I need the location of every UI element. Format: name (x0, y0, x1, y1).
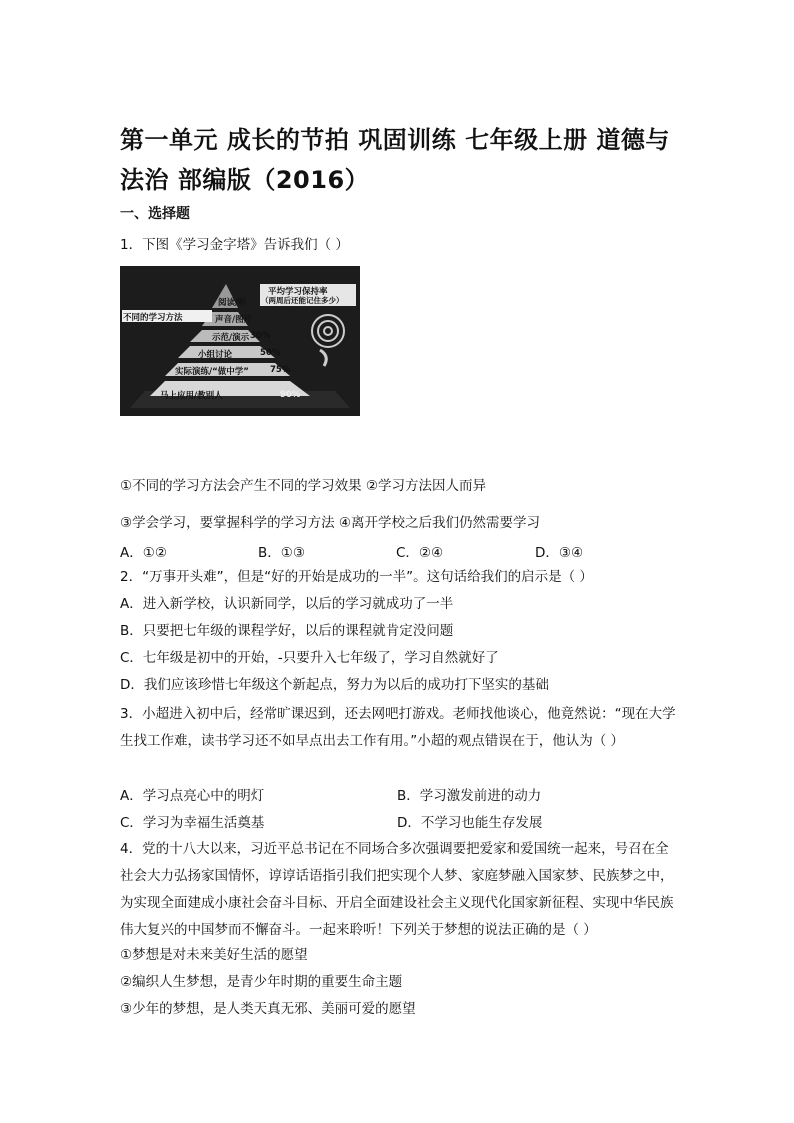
question-2-option-d: D．我们应该珍惜七年级这个新起点，努力为以后的成功打下坚实的基础 (120, 677, 549, 693)
pyramid-label-reading: 阅读/听 (218, 298, 247, 308)
question-4-statement-2: ②编织人生梦想，是青少年时期的重要生命主题 (120, 974, 403, 990)
pyramid-label-methods: 不同的学习方法 (123, 313, 183, 323)
pyramid-label-30: 30% (250, 331, 271, 341)
pyramid-label-retention: 平均学习保持率 (268, 287, 328, 297)
question-2-option-a: A．进入新学校，认识新同学，以后的学习就成功了一半 (120, 596, 454, 612)
pyramid-label-retention-note: （两周后还能记住多少） (261, 296, 344, 305)
question-3-option-d: D．不学习也能生存发展 (397, 815, 543, 831)
question-3-option-b: B．学习激发前进的动力 (397, 788, 542, 804)
pyramid-label-75: 75% (270, 365, 291, 375)
pyramid-label-demo: 示范/演示 (212, 333, 250, 343)
question-1-option-d: D．③④ (535, 545, 584, 561)
question-3-stem: 3．小超进入初中后，经常旷课迟到，还去网吧打游戏。老师找他谈心，他竟然说：“现在大学生找工作难，读书学习还不如早点出去工作有用。”小超的观点错误在于，他认为（ ） (120, 706, 676, 749)
section-heading: 一、选择题 (120, 206, 190, 222)
question-3-option-c: C．学习为幸福生活奠基 (120, 815, 265, 831)
question-1-statements-b: ③学会学习，要掌握科学的学习方法 ④离开学校之后我们仍然需要学习 (120, 515, 540, 531)
pyramid-label-90: 90% (280, 390, 301, 400)
pyramid-label-50: 50% (260, 348, 281, 358)
question-1-statements-a: ①不同的学习方法会产生不同的学习效果 ②学习方法因人而异 (120, 478, 486, 494)
page-title: 第一单元 成长的节拍 巩固训练 七年级上册 道德与法治 部编版（2016） (120, 126, 670, 194)
question-1-option-c: C．②④ (396, 545, 444, 561)
learning-pyramid-image (120, 266, 360, 416)
question-2-option-b: B．只要把七年级的课程学好，以后的课程就肯定没问题 (120, 623, 454, 639)
pyramid-label-practice: 实际演练/“做中学” (175, 367, 249, 377)
question-1-option-b: B．①③ (258, 545, 305, 561)
question-3-option-a: A．学习点亮心中的明灯 (120, 788, 265, 804)
question-2-stem: 2．“万事开头难”，但是“好的开始是成功的一半”。这句话给我们的启示是（ ） (120, 569, 593, 585)
question-4-statement-1: ①梦想是对未来美好生活的愿望 (120, 947, 308, 963)
pyramid-label-audio: 声音/图片 (215, 315, 253, 325)
pyramid-label-teach: 马上应用/教别人 (160, 391, 223, 401)
question-4-statement-3: ③少年的梦想，是人类天真无邪、美丽可爱的愿望 (120, 1001, 416, 1017)
question-1-option-a: A．①② (120, 545, 167, 561)
question-1-stem: 1．下图《学习金字塔》告诉我们（ ） (120, 237, 349, 253)
question-2-option-c: C．七年级是初中的开始，-只要升入七年级了，学习自然就好了 (120, 650, 499, 666)
pyramid-label-group: 小组讨论 (198, 350, 233, 360)
question-4-stem: 4．党的十八大以来，习近平总书记在不同场合多次强调要把爱家和爱国统一起来，号召在全社会大力弘扬家国情怀，谆谆话语指引我们把实现个人梦、家庭梦融入国家梦、民族梦之中，为实现全面建成小康社会奋斗目标、开启全面建设社会主义现代化国家新征程、实现中华民族伟大复兴的中国梦而不懈奋斗。一起来聆听！下列关于梦想的说法正确的是（ ） (120, 841, 674, 938)
